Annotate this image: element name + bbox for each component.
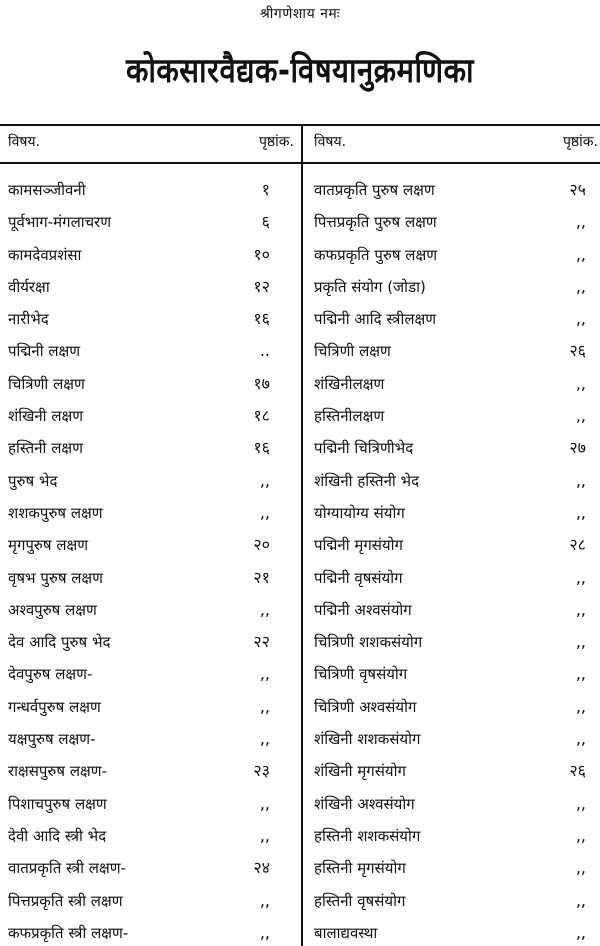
index-entry-subject: वीर्यरक्षा: [8, 277, 50, 296]
index-entry-subject: शंखिनी लक्षण: [8, 407, 84, 426]
index-entry-page: २५: [569, 180, 586, 199]
index-entry-subject: हस्तिनी वृषसंयोग: [314, 891, 406, 910]
index-entry-subject: शंखिनी अश्वसंयोग: [314, 794, 415, 813]
index-entry-subject: शंखिनी हस्तिनी भेद: [314, 471, 420, 490]
index-entry-page: ,,: [259, 890, 270, 910]
index-entry-row: [8, 594, 294, 626]
index-entry-subject: देवी आदि स्त्री भेद: [8, 826, 107, 845]
index-entry-row: [314, 788, 598, 820]
index-entry-page: ,,: [575, 470, 586, 490]
column-divider: [301, 124, 303, 946]
index-entry-page: ,,: [575, 890, 586, 910]
index-entry-page: ,,: [575, 244, 586, 264]
index-entry-row: [8, 271, 294, 303]
index-entry-page: १८: [253, 406, 270, 426]
left-page-heading: पृष्ठांक.: [258, 134, 294, 150]
index-entry-subject: कामदेवप्रशंसा: [8, 245, 82, 264]
index-entry-subject: पुरुष भेद: [8, 471, 58, 490]
index-entry-subject: हस्तिनी मृगसंयोग: [314, 859, 406, 878]
index-entry-subject: वृषभ पुरुष लक्षण: [8, 568, 104, 587]
index-entry-page: ,,: [575, 406, 586, 426]
right-index-column: [314, 174, 598, 946]
index-entry-row: [314, 368, 598, 400]
index-entry-row: [314, 691, 598, 723]
index-entry-row: [314, 335, 598, 367]
index-entry-row: [8, 755, 294, 787]
index-entry-page: ,,: [259, 825, 270, 845]
index-entry-subject: चित्रिणी शशकसंयोग: [314, 633, 423, 652]
index-entry-page: ,,: [259, 502, 270, 522]
index-entry-subject: शंखिनी मृगसंयोग: [314, 762, 406, 781]
right-column-header: [314, 132, 598, 158]
index-entry-row: [314, 529, 598, 561]
index-entry-row: [8, 658, 294, 690]
index-entry-row: [314, 723, 598, 755]
index-entry-row: [314, 917, 598, 946]
index-entry-row: [314, 206, 598, 238]
index-entry-row: [8, 497, 294, 529]
index-entry-page: ,,: [575, 858, 586, 878]
index-entry-row: [8, 691, 294, 723]
index-entry-page: १६: [253, 309, 270, 329]
index-entry-row: [314, 852, 598, 884]
index-entry-row: [314, 820, 598, 852]
index-entry-row: [314, 239, 598, 271]
index-entry-page: ,,: [259, 922, 270, 942]
index-entry-row: [314, 465, 598, 497]
page-title: कोकसारवैद्यक-विषयानुक्रमणिका: [125, 51, 475, 91]
index-entry-subject: पद्मिनी अश्वसंयोग: [314, 600, 412, 619]
index-entry-subject: वातप्रकृति स्त्री लक्षण-: [8, 859, 126, 878]
index-entry-subject: शंखिनी शशकसंयोग: [314, 730, 421, 749]
index-entry-row: [8, 206, 294, 238]
index-entry-subject: चित्रिणी लक्षण: [8, 374, 85, 393]
top-rule: [0, 124, 600, 126]
index-entry-row: [8, 432, 294, 464]
index-entry-subject: पूर्वभाग-मंगलाचरण: [8, 213, 112, 232]
index-entry-row: [8, 400, 294, 432]
index-entry-row: [314, 174, 598, 206]
index-entry-row: [314, 658, 598, 690]
index-entry-page: ,,: [259, 664, 270, 684]
index-entry-row: [8, 465, 294, 497]
index-entry-page: ,,: [575, 922, 586, 942]
index-entry-row: [8, 239, 294, 271]
index-entry-row: [314, 562, 598, 594]
index-entry-row: [8, 852, 294, 884]
index-entry-subject: देवपुरुष लक्षण-: [8, 665, 93, 684]
index-entry-page: १०: [253, 244, 270, 264]
index-entry-page: ६: [261, 212, 270, 232]
left-subject-heading: विषय.: [8, 134, 41, 150]
index-entry-page: १७: [253, 373, 270, 393]
index-entry-page: ,,: [575, 793, 586, 813]
index-entry-page: २२: [253, 632, 270, 652]
index-entry-row: [8, 174, 294, 206]
index-entry-row: [8, 820, 294, 852]
index-entry-row: [314, 271, 598, 303]
index-entry-page: ,,: [575, 664, 586, 684]
index-entry-subject: पित्तप्रकृति स्त्री लक्षण: [8, 891, 123, 910]
index-entry-page: ,,: [575, 599, 586, 619]
index-entry-page: ,,: [259, 729, 270, 749]
index-entry-subject: योग्यायोग्य संयोग: [314, 503, 405, 522]
index-entry-subject: पद्मिनी लक्षण: [8, 342, 81, 361]
index-entry-page: ..: [259, 341, 270, 361]
index-entry-subject: प्रकृति संयोग (जोडा): [314, 277, 426, 296]
index-entry-page: २०: [253, 535, 270, 555]
index-entry-row: [8, 303, 294, 335]
index-entry-subject: कफप्रकृति स्त्री लक्षण-: [8, 923, 129, 942]
index-entry-subject: हस्तिनी लक्षण: [8, 439, 83, 458]
index-entry-row: [314, 497, 598, 529]
index-entry-page: ,,: [575, 309, 586, 329]
index-entry-subject: हस्तिनी शशकसंयोग: [314, 826, 421, 845]
index-entry-subject: पद्मिनी वृषसंयोग: [314, 568, 403, 587]
left-header-rule: [0, 162, 301, 164]
index-entry-page: ,,: [575, 276, 586, 296]
index-entry-subject: चित्रिणी अश्वसंयोग: [314, 697, 417, 716]
index-entry-subject: वातप्रकृति पुरुष लक्षण: [314, 181, 435, 199]
index-entry-page: ,,: [575, 373, 586, 393]
index-entry-page: २१: [253, 567, 270, 587]
index-entry-subject: मृगपुरुष लक्षण: [8, 536, 89, 555]
index-entry-row: [8, 335, 294, 367]
index-entry-subject: अश्वपुरुष लक्षण: [8, 600, 97, 619]
index-entry-row: [314, 303, 598, 335]
index-entry-row: [8, 723, 294, 755]
invocation-line: श्रीगणेशाय नमः: [259, 6, 341, 22]
index-entry-page: ,,: [259, 793, 270, 813]
index-entry-page: ,,: [575, 696, 586, 716]
index-entry-row: [314, 755, 598, 787]
index-entry-page: २४: [253, 858, 270, 878]
index-entry-page: ,,: [575, 502, 586, 522]
index-entry-subject: पित्तप्रकृति पुरुष लक्षण: [314, 213, 437, 232]
index-entry-subject: कफप्रकृति पुरुष लक्षण: [314, 245, 438, 264]
index-entry-row: [314, 400, 598, 432]
index-entry-page: १६: [253, 438, 270, 458]
index-entry-subject: राक्षसपुरुष लक्षण-: [8, 762, 108, 781]
index-entry-page: ,,: [575, 567, 586, 587]
index-entry-page: २३: [253, 761, 270, 781]
index-entry-row: [8, 562, 294, 594]
index-entry-row: [8, 529, 294, 561]
index-entry-subject: गन्धर्वपुरुष लक्षण: [8, 697, 101, 716]
index-entry-page: ,,: [259, 696, 270, 716]
index-entry-row: [314, 885, 598, 917]
index-entry-page: ,,: [575, 729, 586, 749]
index-entry-page: २६: [569, 341, 586, 361]
index-entry-subject: कामसञ्जीवनी: [8, 181, 86, 199]
right-page-heading: पृष्ठांक.: [562, 134, 598, 150]
index-entry-subject: नारीभेद: [8, 310, 49, 329]
index-entry-subject: हस्तिनीलक्षण: [314, 407, 385, 426]
index-entry-subject: पिशाचपुरुष लक्षण: [8, 794, 107, 813]
index-entry-subject: पद्मिनी आदि स्त्रीलक्षण: [314, 310, 437, 329]
index-entry-row: [314, 432, 598, 464]
index-entry-subject: बालाद्यवस्था: [314, 923, 378, 942]
index-entry-subject: पद्मिनी मृगसंयोग: [314, 536, 403, 555]
index-entry-subject: चित्रिणी लक्षण: [314, 342, 391, 361]
index-entry-row: [8, 917, 294, 946]
left-index-column: [8, 174, 294, 946]
index-entry-page: १: [261, 180, 270, 199]
index-entry-row: [8, 788, 294, 820]
index-entry-page: १२: [253, 276, 270, 296]
index-entry-row: [8, 626, 294, 658]
index-entry-row: [314, 626, 598, 658]
index-entry-page: ,,: [575, 212, 586, 232]
left-column-header: [8, 132, 294, 158]
index-entry-subject: पद्मिनी चित्रिणीभेद: [314, 439, 414, 458]
index-entry-subject: चित्रिणी वृषसंयोग: [314, 665, 408, 684]
index-entry-row: [8, 885, 294, 917]
index-entry-page: ,,: [259, 599, 270, 619]
right-header-rule: [303, 162, 600, 164]
index-entry-page: ,,: [259, 470, 270, 490]
index-entry-subject: शंखिनीलक्षण: [314, 374, 385, 393]
index-entry-page: २७: [569, 438, 586, 458]
index-entry-page: २८: [569, 535, 586, 555]
index-entry-subject: देव आदि पुरुष भेद: [8, 633, 111, 652]
index-entry-page: ,,: [575, 632, 586, 652]
index-entry-row: [314, 594, 598, 626]
index-entry-row: [8, 368, 294, 400]
index-entry-subject: शशकपुरुष लक्षण: [8, 503, 103, 522]
right-subject-heading: विषय.: [314, 134, 347, 150]
index-entry-page: २६: [569, 761, 586, 781]
index-entry-page: ,,: [575, 825, 586, 845]
index-entry-subject: यक्षपुरुष लक्षण-: [8, 730, 96, 749]
